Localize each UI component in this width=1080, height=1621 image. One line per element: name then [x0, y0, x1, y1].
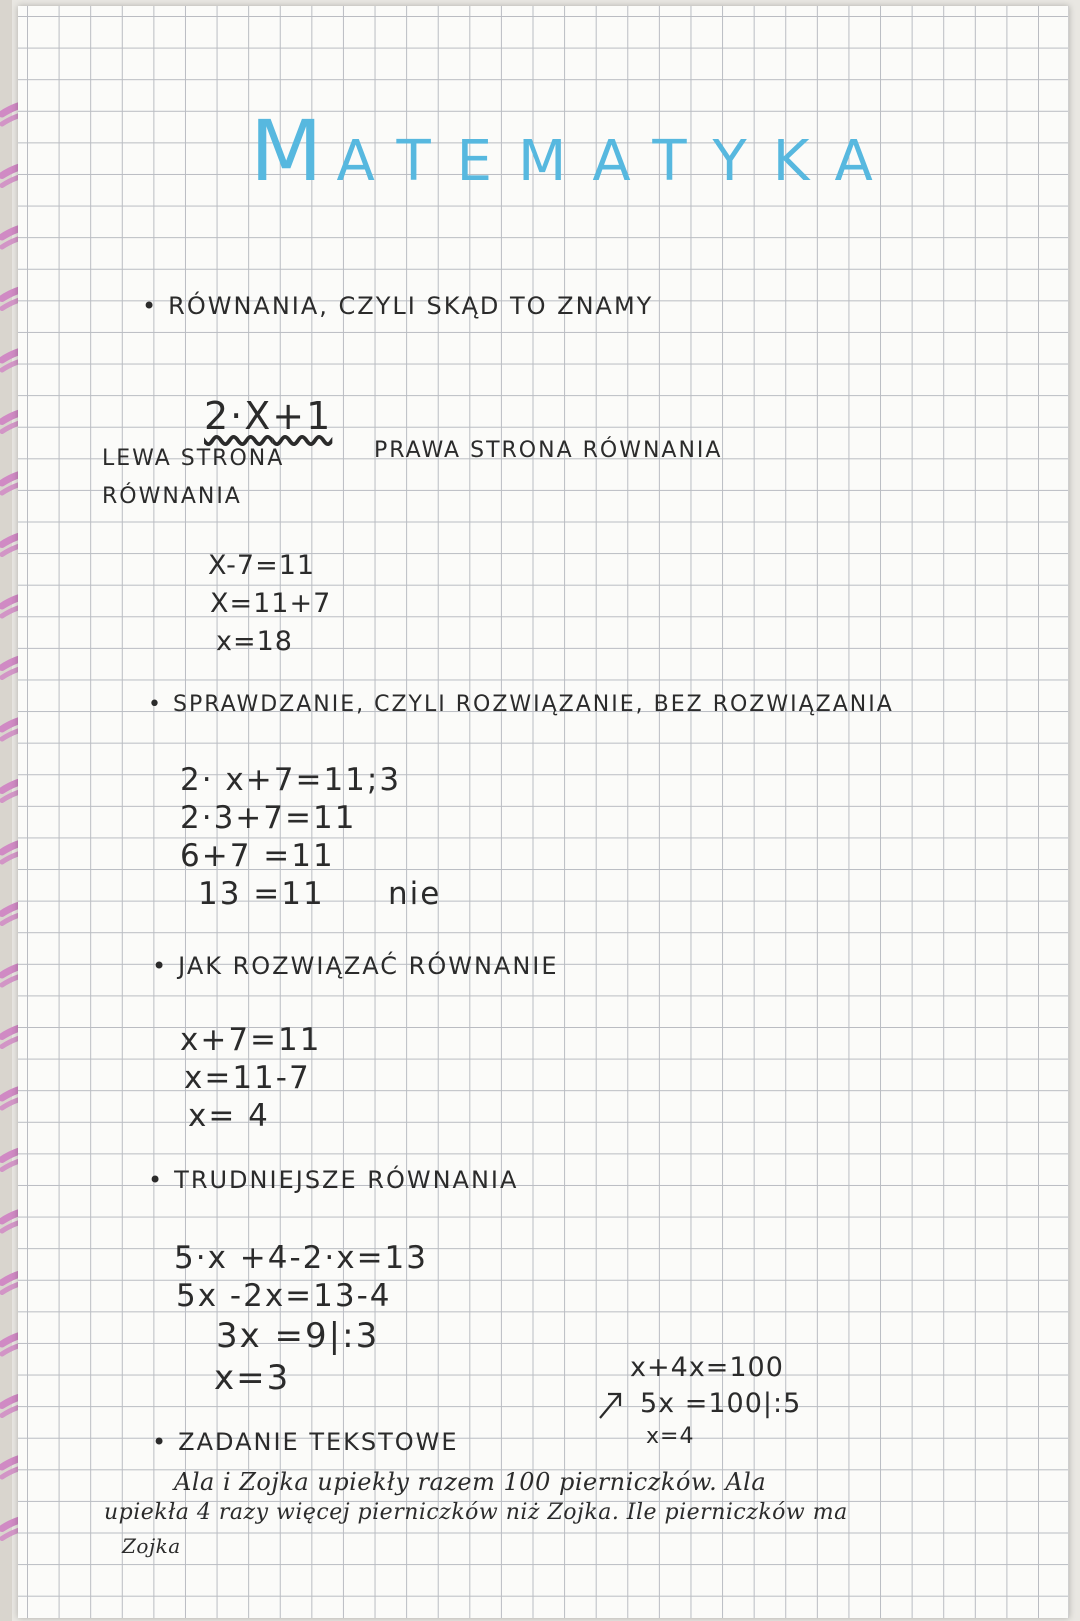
equation-expression: [204, 394, 332, 438]
solve-line: x= 4: [188, 1098, 270, 1134]
solve-line: x=11-7: [184, 1060, 311, 1096]
equation-line: x=18: [216, 626, 293, 657]
check-verdict: nie: [388, 876, 442, 912]
notebook-page: [18, 6, 1069, 1618]
side-calc-line: x+4x=100: [630, 1352, 784, 1383]
check-line: 2· x+7=11;3: [180, 762, 402, 798]
left-side-label-line2: RÓWNANIA: [102, 484, 242, 509]
title-rest: ATEMATYKA: [336, 129, 899, 194]
page-title: [250, 102, 899, 200]
hard-equation-line: 3x =9|:3: [216, 1316, 380, 1356]
hard-equation-line: 5·x +4-2·x=13: [174, 1240, 429, 1276]
side-calc-line: x=4: [646, 1424, 695, 1449]
section-heading-trudniejsze: • TRUDNIEJSZE RÓWNANIA: [148, 1166, 518, 1194]
right-side-label: PRAWA STRONA RÓWNANIA: [374, 438, 723, 463]
word-problem-line: Zojka: [122, 1534, 181, 1558]
equation-line: X-7=11: [208, 550, 316, 581]
section-heading-zadanie: • ZADANIE TEKSTOWE: [152, 1428, 459, 1456]
expression-left-side: 2·X: [204, 394, 273, 438]
section-heading-sprawdzanie: • SPRAWDZANIE, CZYLI ROZWIĄZANIE, BEZ ROZWIĄZANIA: [148, 692, 894, 717]
hard-equation-line: 5x -2x=13-4: [176, 1278, 392, 1314]
check-line: 6+7 =11: [180, 838, 335, 874]
hard-equation-line: x=3: [214, 1358, 291, 1398]
title-first-letter: M: [250, 102, 337, 200]
word-problem-line: Ala i Zojka upiekły razem 100 pierniczków. Ala: [174, 1468, 767, 1496]
equation-line: X=11+7: [210, 588, 332, 619]
word-problem-line: upiekła 4 razy więcej pierniczków niż Zojka. Ile pierniczków ma: [104, 1500, 848, 1525]
section-heading-rownania: • RÓWNANIA, CZYLI SKĄD TO ZNAMY: [142, 292, 653, 320]
check-line: 2·3+7=11: [180, 800, 357, 836]
arrow-icon: [596, 1386, 626, 1422]
left-side-label-line1: LEWA STRONA: [102, 446, 285, 471]
check-line: 13 =11: [198, 876, 325, 912]
side-calc-line: 5x =100|:5: [640, 1388, 802, 1419]
section-heading-jak-rozwiazac: • JAK ROZWIĄZAĆ RÓWNANIE: [152, 952, 559, 980]
expression-right-side: +1: [272, 394, 333, 438]
solve-line: x+7=11: [180, 1022, 322, 1058]
